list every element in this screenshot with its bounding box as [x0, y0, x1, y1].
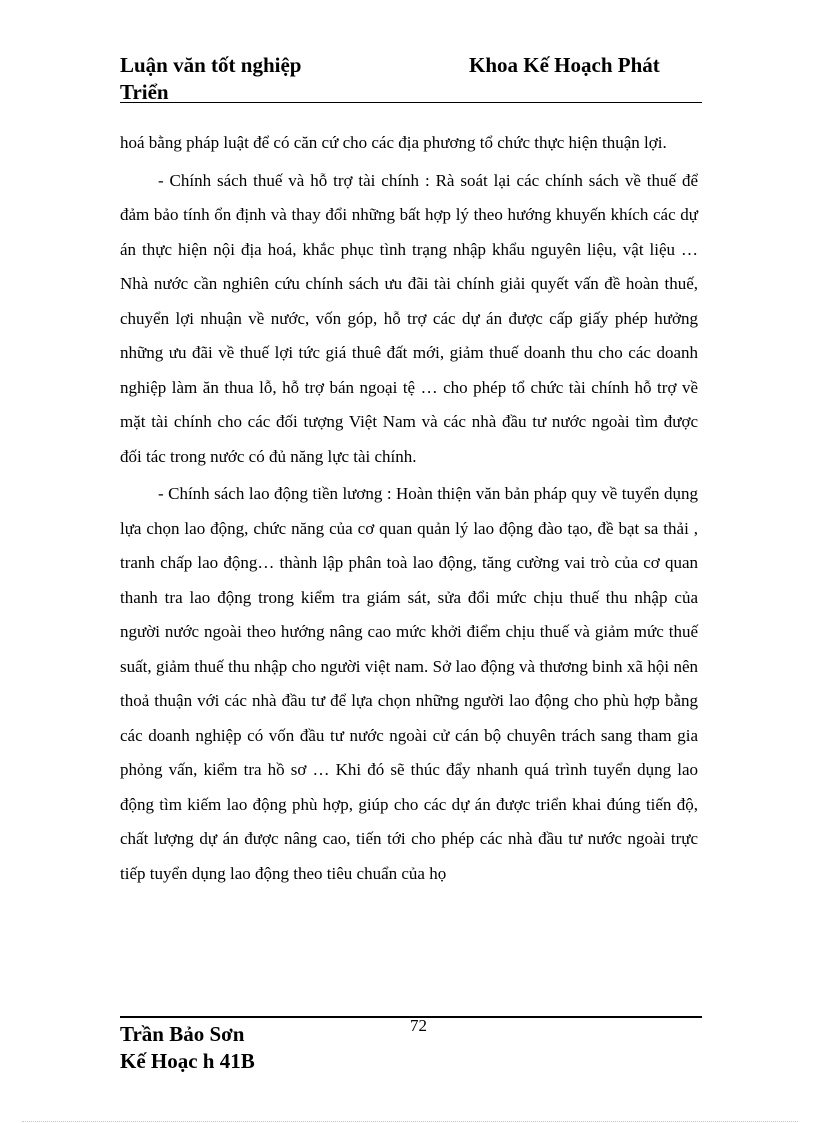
footer-class: Kế Hoạc h 41B [120, 1049, 255, 1073]
header-title-right: Khoa Kế Hoạch Phát [469, 53, 660, 77]
paragraph-tax-policy: - Chính sách thuế và hỗ trợ tài chính : Rà soát lại các chính sách về thuế để đảm bảo tính ổn định và thay đổi những bất hợp lý theo hướng khuyến khích các dự án thực hiện nội địa hoá, khắc phục tình trạng nhập khẩu nguyên liệu, vật liệu … Nhà nước cần nghiên cứu chính sách ưu đãi tài chính giải quyết vấn đề hoàn thuế, chuyển lợi nhuận về nước, vốn góp, hỗ trợ các dự án được cấp giấy phép hưởng những ưu đãi về thuế lợi tức giá thuê đất mới, giảm thuế doanh thu cho các doanh nghiệp làm ăn thua lỗ, hỗ trợ bán ngoại tệ … cho phép tổ chức tài chính hỗ trợ về mặt tài chính cho các đối tượng Việt Nam và các nhà đầu tư nước ngoài tìm được đối tác trong nước có đủ năng lực tài chính. [120, 170, 698, 466]
page-edge-divider [22, 1121, 798, 1122]
body-text [120, 126, 698, 891]
header-left-line1: Luận văn tốt nghiệp [120, 53, 302, 77]
paragraph-labor-policy: - Chính sách lao động tiền lương : Hoàn thiện văn bản pháp quy về tuyển dụng lựa chọn lao động, chức năng của cơ quan quản lý lao động đào tạo, đề bạt sa thải , tranh chấp lao động… thành lập phân toà lao động, tăng cường vai trò của cơ quan thanh tra lao động trong kiểm tra giám sát, sửa đổi mức chịu thuế thu nhập của người nước ngoài theo hướng nâng cao mức khởi điểm chịu thuế và giảm mức thuế suất, giảm thuế thu nhập cho người việt nam. Sở lao động và thương binh xã hội nên thoả thuận với các nhà đầu tư để lựa chọn những người lao động cho phù hợp bằng các doanh nghiệp có vốn đầu tư nước ngoài cử cán bộ chuyên trách sang tham gia phỏng vấn, kiểm tra hồ sơ … Khi đó sẽ thúc đẩy nhanh quá trình tuyển dụng lao động tìm kiếm lao động phù hợp, giúp cho các dự án được triển khai đúng tiến độ, chất lượng dự án được nâng cao, tiến tới cho phép các nhà đầu tư nước ngoài trực tiếp tuyển dụng lao động theo tiêu chuẩn của họ [120, 484, 698, 883]
header-divider [120, 102, 702, 103]
header-left-line2: Triển [120, 80, 169, 104]
paragraph-continuation: hoá bằng pháp luật để có căn cứ cho các địa phương tổ chức thực hiện thuận lợi. [120, 133, 667, 152]
header-title-left [120, 52, 301, 106]
page-number: 72 [410, 1016, 427, 1035]
footer-author: Trần Bảo Sơn [120, 1022, 245, 1046]
